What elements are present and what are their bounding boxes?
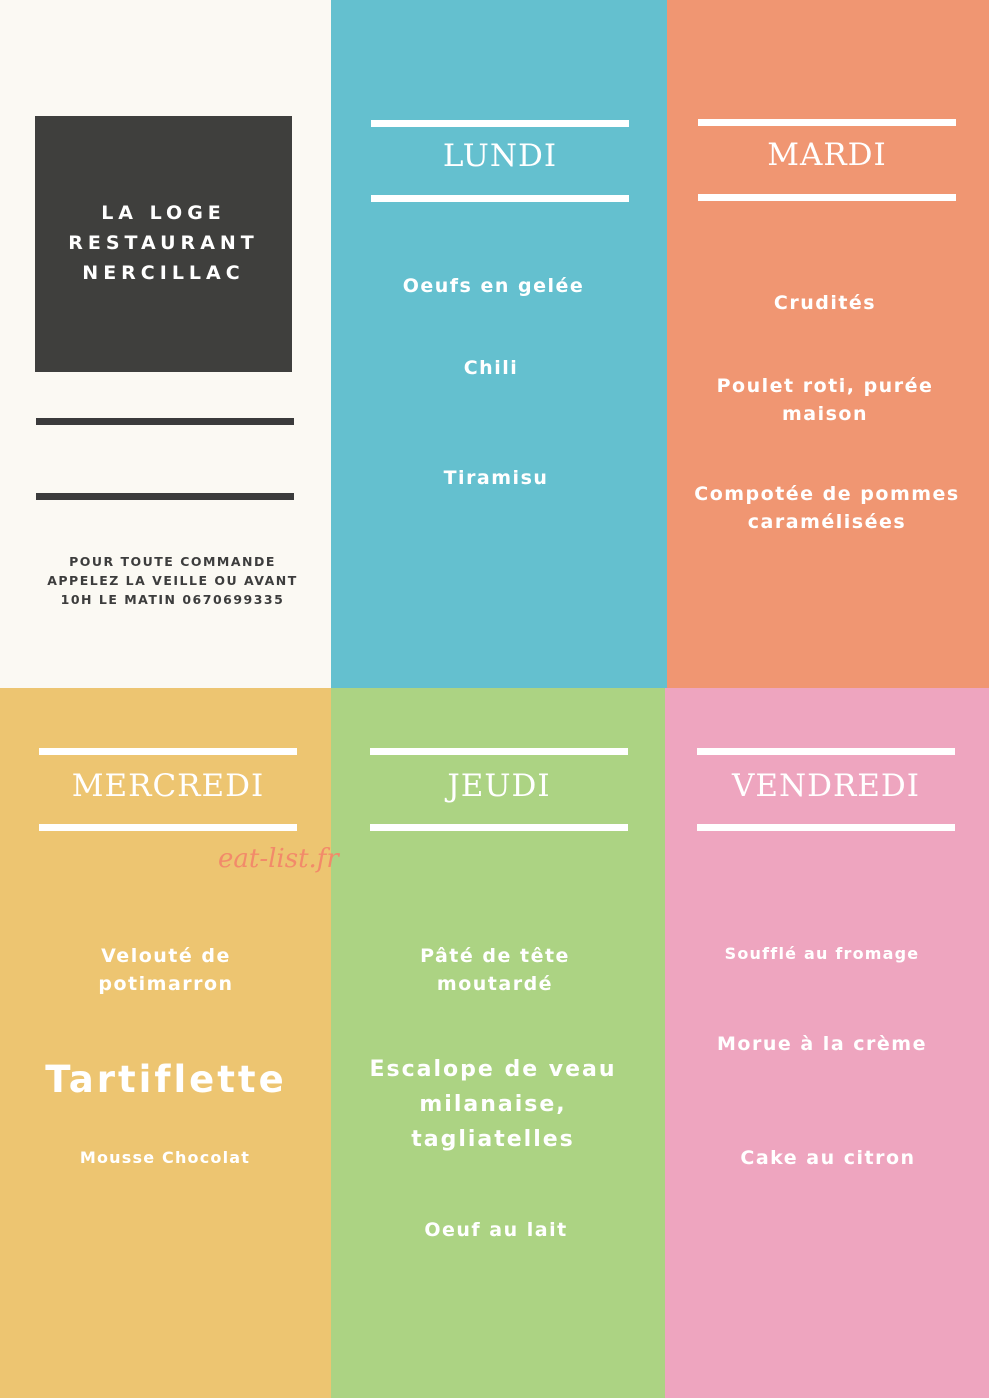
day-title-mardi: MARDI bbox=[767, 137, 887, 173]
restaurant-name-line-1: LA LOGE bbox=[101, 202, 226, 224]
dish-mardi-1: Crudités bbox=[773, 292, 877, 314]
order-line-1: POUR TOUTE COMMANDE bbox=[69, 554, 276, 569]
dish-lundi-3: Tiramisu bbox=[443, 467, 549, 489]
dish-mardi-3: Compotée de pommes caramélisées bbox=[694, 483, 960, 533]
day-title-jeudi: JEUDI bbox=[447, 768, 551, 804]
restaurant-name-line-3: NERCILLAC bbox=[82, 262, 245, 284]
watermark: eat-list.fr bbox=[218, 844, 339, 874]
day-bar-bottom bbox=[697, 824, 955, 831]
day-panel-jeudi bbox=[331, 688, 665, 1398]
dish-mercredi-2: Tartiflette bbox=[45, 1058, 287, 1101]
restaurant-logo-box bbox=[35, 116, 292, 372]
day-title-vendredi: VENDREDI bbox=[731, 768, 921, 804]
dish-mercredi-3: Mousse Chocolat bbox=[79, 1148, 251, 1167]
day-bar-top bbox=[371, 120, 629, 127]
day-bar-bottom bbox=[698, 194, 956, 201]
divider-top bbox=[36, 418, 294, 425]
dish-mardi-2: Poulet roti, purée maison bbox=[716, 375, 934, 425]
day-panel-vendredi bbox=[665, 688, 989, 1398]
day-bar-top bbox=[39, 748, 297, 755]
day-bar-bottom bbox=[370, 824, 628, 831]
dish-vendredi-2: Morue à la crème bbox=[717, 1033, 927, 1055]
order-line-3: 10H LE MATIN 0670699335 bbox=[60, 592, 285, 607]
dish-vendredi-3: Cake au citron bbox=[740, 1147, 916, 1169]
day-panel-mercredi bbox=[0, 688, 331, 1398]
dish-jeudi-1: Pâté de tête moutardé bbox=[420, 945, 570, 995]
dish-jeudi-3: Oeuf au lait bbox=[424, 1219, 568, 1241]
dish-lundi-2: Chili bbox=[463, 357, 519, 379]
dish-mercredi-1: Velouté de potimarron bbox=[98, 945, 234, 995]
day-bar-bottom bbox=[39, 824, 297, 831]
dish-lundi-1: Oeufs en gelée bbox=[402, 275, 585, 297]
day-bar-top bbox=[697, 748, 955, 755]
day-title-lundi: LUNDI bbox=[442, 138, 558, 174]
day-bar-bottom bbox=[371, 195, 629, 202]
dish-vendredi-1: Soufflé au fromage bbox=[724, 944, 920, 963]
dish-jeudi-2: Escalope de veau milanaise, tagliatelles bbox=[369, 1057, 617, 1152]
restaurant-name-line-2: RESTAURANT bbox=[68, 232, 259, 254]
day-panel-lundi bbox=[331, 0, 667, 688]
day-bar-top bbox=[698, 119, 956, 126]
order-line-2: APPELEZ LA VEILLE OU AVANT bbox=[47, 573, 298, 588]
day-title-mercredi: MERCREDI bbox=[71, 768, 265, 804]
divider-bottom bbox=[36, 493, 294, 500]
day-bar-top bbox=[370, 748, 628, 755]
order-info bbox=[30, 552, 315, 609]
intro-panel bbox=[0, 0, 331, 688]
day-panel-mardi bbox=[667, 0, 989, 688]
restaurant-name bbox=[35, 198, 292, 288]
